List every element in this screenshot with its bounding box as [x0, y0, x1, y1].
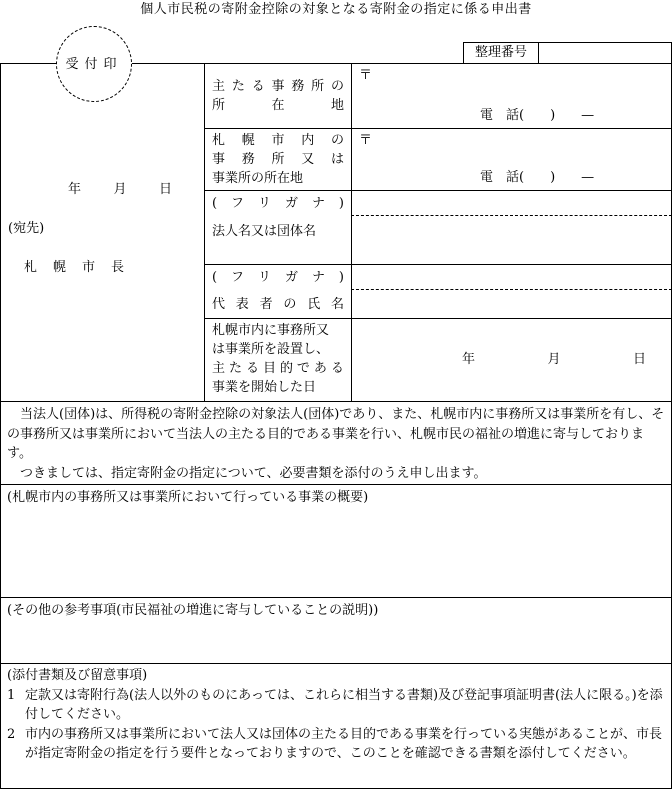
furigana-label-2: ( フ リ ガ ナ ) [212, 270, 344, 285]
form-title: 個人市民税の寄附金控除の対象となる寄附金の指定に係る申出書 [140, 2, 532, 17]
section-divider-4 [0, 663, 672, 664]
business-start-date-field[interactable]: 年 月 日 [462, 352, 646, 367]
declaration-paragraph-1: 当法人(団体)は、所得税の寄附金控除の対象法人(団体)であり、また、札幌市内に事務所又は事業所を有し、その事務所又は事業所において当法人の主たる目的である事業を行い、札幌市民の福祉の増進に寄与しております。 [7, 407, 665, 461]
attachments-heading: (添付書類及び留意事項) [7, 668, 148, 683]
sapporo-office-phone[interactable]: 電 話( ) — [480, 170, 595, 185]
business-overview-heading: (札幌市内の事務所又は事業所において行っている事業の概要) [7, 490, 369, 505]
attachment-item: 1 定款又は寄附行為(法人以外のものにあっては、これらに相当する書類)及び登記事項証明書(法人に限る。)を添付してください。 [7, 687, 663, 722]
row-divider-1 [204, 128, 672, 129]
reference-heading: (その他の参考事項(市民福祉の増進に寄与していることの説明)) [7, 603, 379, 618]
recipient-mayor: 札 幌 市 長 [24, 260, 124, 275]
sapporo-office-label: 札 幌 市 内 の 事 務 所 又 は 事業所の所在地 [212, 133, 344, 186]
reception-stamp-area [56, 26, 132, 102]
application-date: 年 月 日 [68, 182, 172, 197]
divider-left-column [204, 63, 205, 401]
reference-field[interactable] [2, 621, 670, 662]
section-divider-1 [0, 401, 672, 402]
declaration-text [7, 405, 667, 483]
section-divider-2 [0, 484, 672, 485]
corporation-name-field[interactable] [352, 216, 671, 263]
addressee-label: (宛先) [8, 221, 45, 236]
business-start-date-label: 札幌市内に事務所又 は事業所を設置し、 主 た る 目 的 で あ る 事業を開始した日 [212, 323, 344, 395]
representative-name-field[interactable] [352, 290, 671, 317]
representative-name-label: 代 表 者 の 氏 名 [212, 297, 344, 312]
corporation-name-label: 法人名又は団体名 [212, 224, 317, 239]
row-divider-4 [204, 318, 672, 319]
section-divider-3 [0, 597, 672, 598]
declaration-paragraph-2: つきましては、指定寄附金の指定について、必要書類を添付のうえ申し出ます。 [7, 465, 487, 481]
serial-number-label: 整理番号 [464, 43, 539, 63]
sapporo-office-postal-mark: 〒 [359, 133, 373, 148]
corporation-furigana-field[interactable] [352, 191, 671, 214]
main-office-phone[interactable]: 電 話( ) — [480, 108, 595, 123]
main-office-label: 主 た る 事 務 所 の 所 在 地 [212, 79, 344, 113]
reception-stamp-label: 受付印 [65, 57, 123, 72]
attachments-notes [7, 666, 667, 764]
main-office-postal-mark: 〒 [359, 68, 373, 83]
representative-furigana-field[interactable] [352, 265, 671, 288]
attachment-item: 2 市内の事務所又は事業所において法人又は団体の主たる目的である事業を行っている実態があることが、市長が指定寄附金の指定を行う要件となっておりますので、このことを確認できる書類を添付してください。 [7, 726, 663, 761]
business-overview-field[interactable] [2, 508, 670, 596]
serial-number-box [463, 42, 672, 63]
furigana-label-1: ( フ リ ガ ナ ) [212, 196, 344, 211]
serial-number-field[interactable] [539, 43, 671, 63]
